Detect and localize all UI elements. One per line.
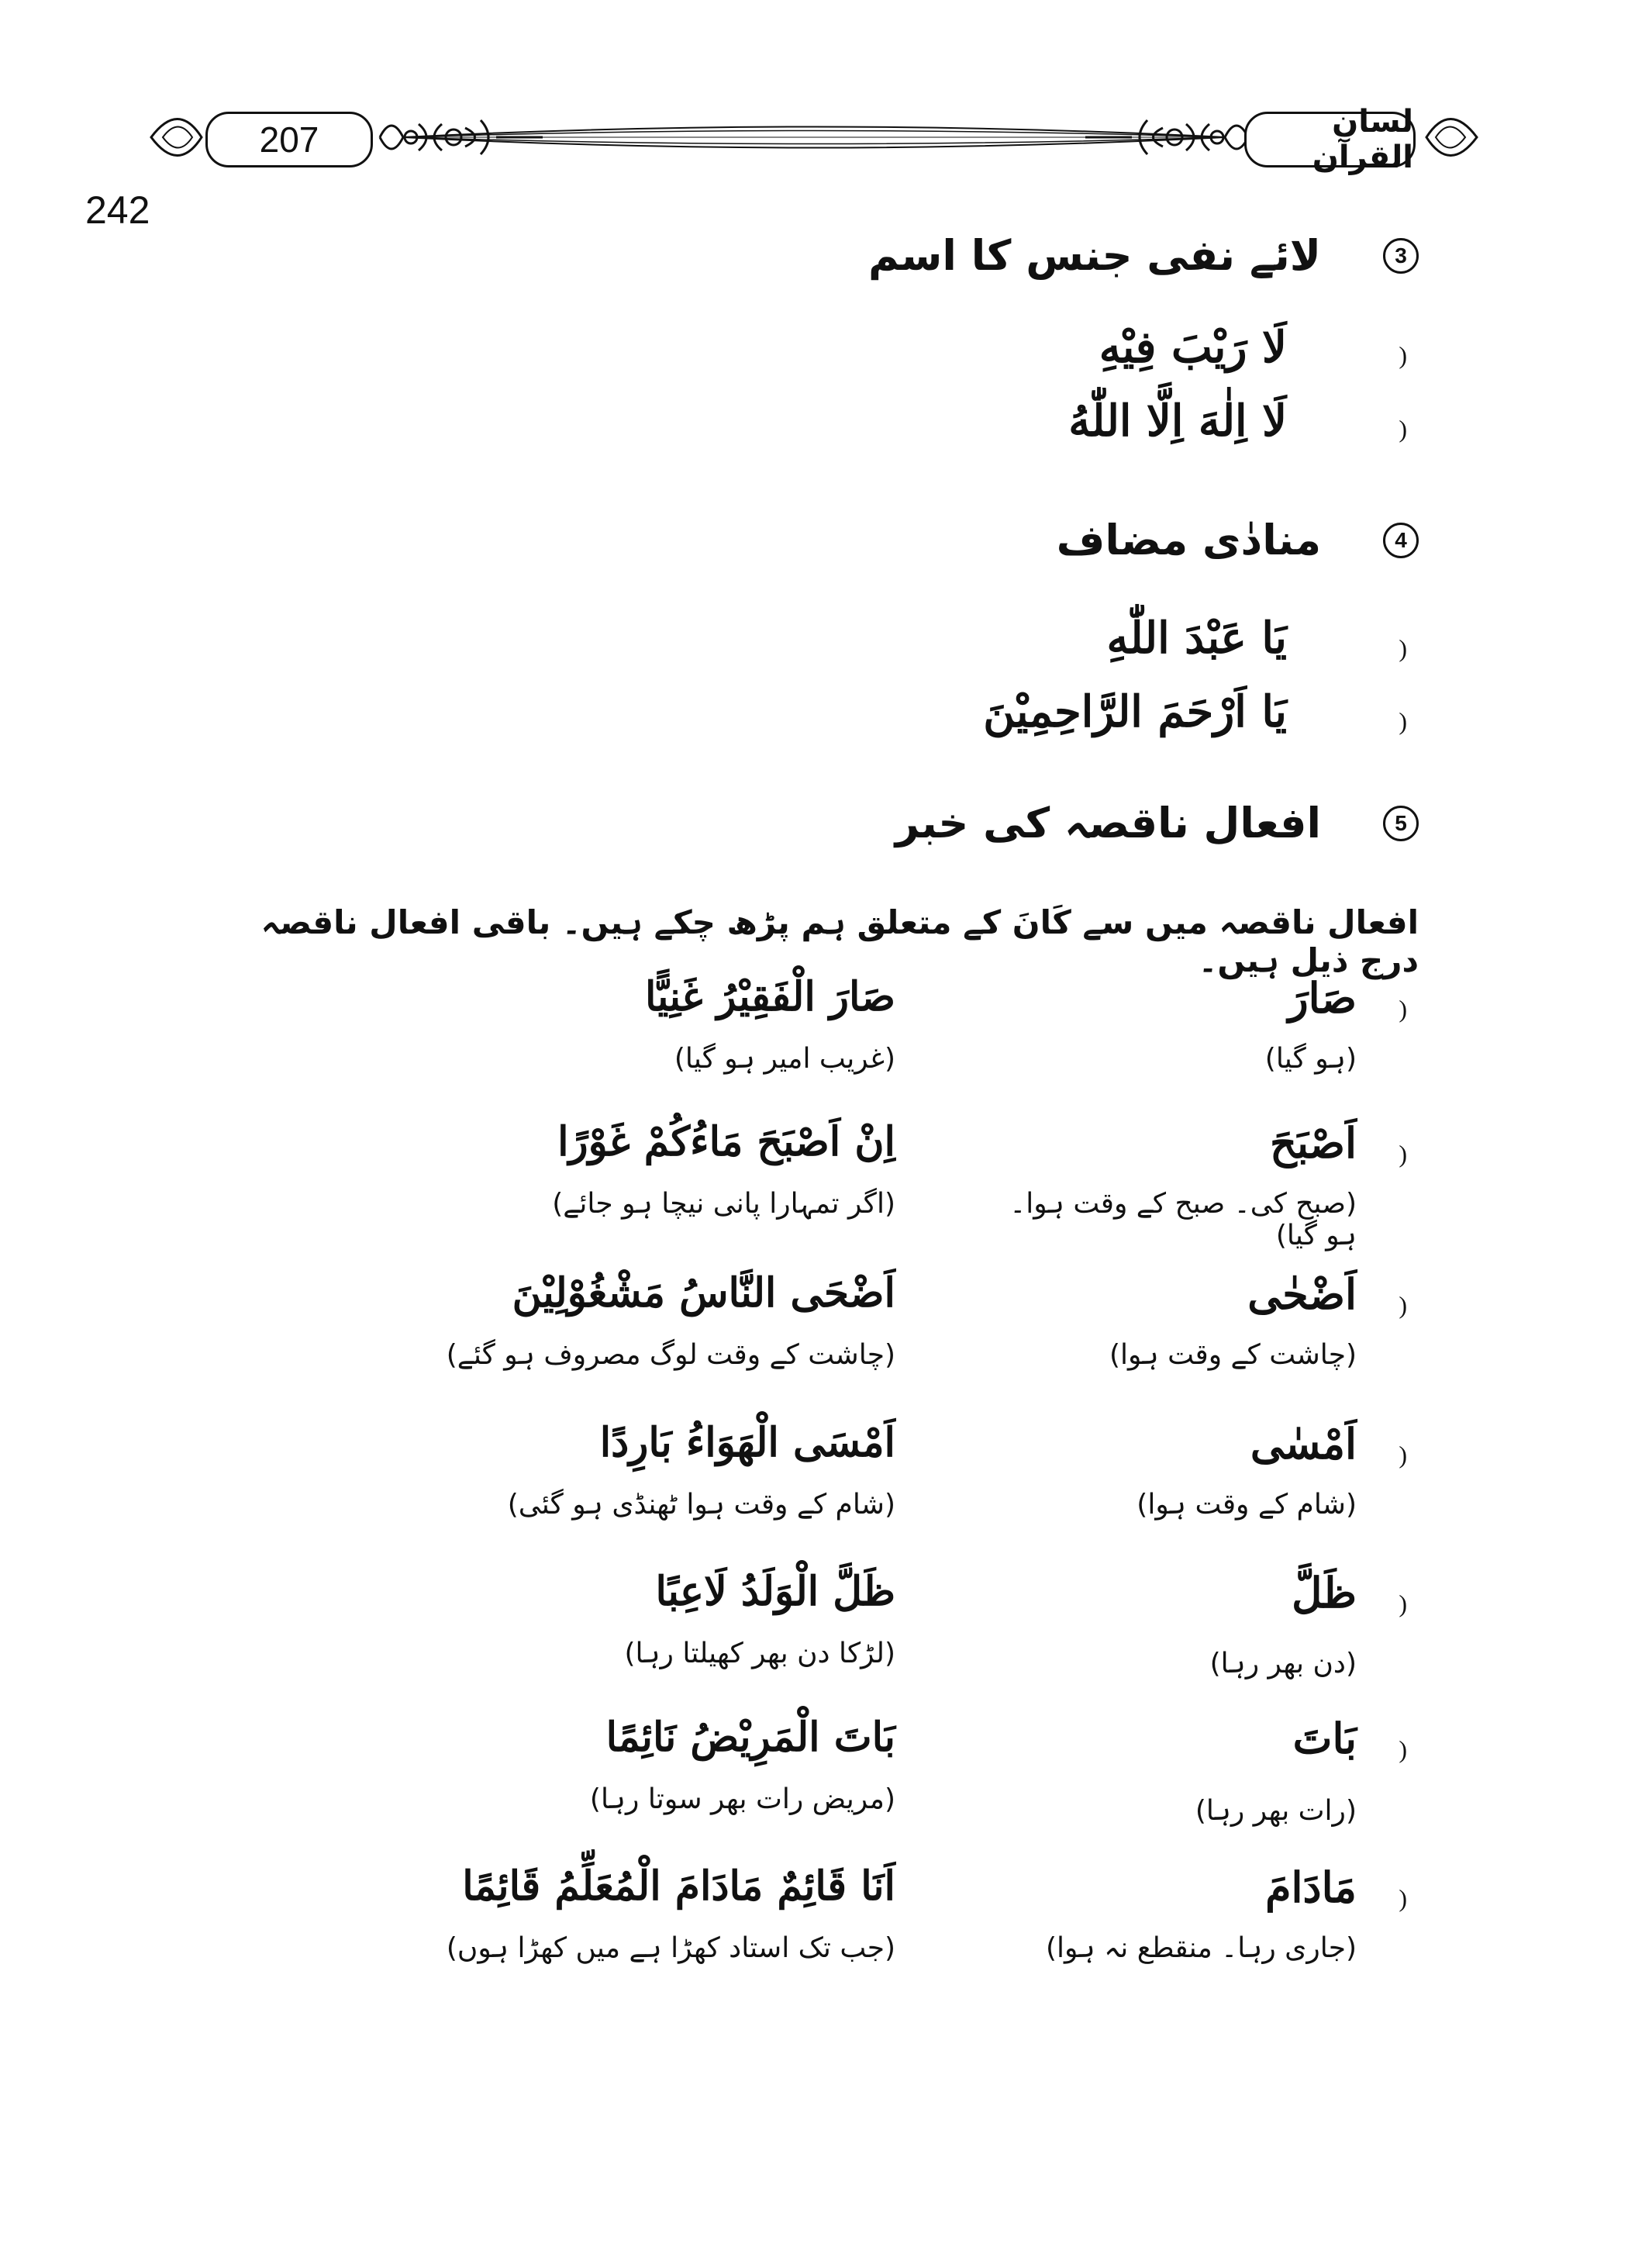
bullet-marker: ) [1399, 1441, 1407, 1469]
verb-example-meaning: (لڑکا دن بھر کھیلتا رہا) [624, 1638, 895, 1669]
verb-word: مَادَامَ [1265, 1862, 1357, 1912]
bullet-marker: ) [1399, 415, 1407, 443]
bullet-marker: ) [1399, 1291, 1407, 1319]
verb-word: اَصْبَحَ [1269, 1118, 1357, 1168]
example-line: یَا عَبْدَ اللّٰهِ [1106, 613, 1287, 664]
verb-word: ظَلَّ [1292, 1568, 1357, 1617]
example-line: لَا اِلٰهَ اِلَّا اللّٰهُ [1068, 395, 1287, 447]
verb-meaning: (جاری رہا۔ منقطع نہ ہوا) [1045, 1932, 1357, 1964]
section-4-heading [1057, 516, 1419, 564]
verb-word: اَضْحٰی [1247, 1269, 1357, 1319]
example-line: لَا رَیْبَ فِیْهِ [1099, 322, 1287, 373]
section-5-heading [895, 799, 1419, 847]
bullet-marker: ) [1399, 1735, 1407, 1763]
verb-meaning: (ہو گیا) [1264, 1043, 1357, 1075]
page-number-box: 207 [205, 112, 373, 167]
verb-example: ظَلَّ الْوَلَدُ لَاعِبًا [655, 1568, 895, 1615]
verb-example: اِنْ اَصْبَحَ مَاءُکُمْ غَوْرًا [557, 1118, 895, 1165]
bullet-marker: ) [1399, 634, 1407, 662]
section-title: منادٰی مضاف [1056, 516, 1321, 564]
section-number-badge: 5 [1383, 806, 1419, 841]
verb-example-meaning: (اگر تمہارا پانی نیچا ہو جائے) [552, 1188, 895, 1220]
verb-meaning: (صبح کی۔ صبح کے وقت ہوا۔ ہو گیا) [1009, 1188, 1357, 1251]
intro-paragraph: افعال ناقصہ میں سے کَانَ کے متعلق ہم پڑھ چکے ہیں۔ باقی افعال ناقصہ درج ذیل ہیں۔ [260, 903, 1419, 979]
verb-meaning: (شام کے وقت ہوا) [1136, 1489, 1357, 1521]
bullet-marker: ) [1399, 1590, 1407, 1617]
verb-meaning: (دن بھر رہا) [1209, 1648, 1357, 1679]
verb-meaning: (چاشت کے وقت ہوا) [1109, 1339, 1357, 1371]
section-number-badge: 3 [1383, 238, 1419, 274]
verb-meaning: (رات بھر رہا) [1195, 1795, 1357, 1827]
scan-page-number: 242 [85, 188, 150, 232]
verb-word: اَمْسٰی [1250, 1419, 1357, 1469]
verb-example-meaning: (مریض رات بھر سوتا رہا) [589, 1783, 895, 1815]
example-line: یَا اَرْحَمَ الرَّاحِمِیْنَ [983, 686, 1287, 737]
verb-word: بَاتَ [1292, 1714, 1357, 1763]
verb-example: اَنَا قَائِمٌ مَادَامَ الْمُعَلِّمُ قَائِمًا [462, 1862, 895, 1910]
verb-example: اَمْسَی الْهَوَاءُ بَارِدًا [599, 1419, 895, 1466]
verb-example-meaning: (جب تک استاد کھڑا ہے میں کھڑا ہوں) [446, 1932, 895, 1964]
section-3-heading [868, 231, 1419, 280]
book-title-box: لسان القرآن [1244, 112, 1416, 167]
bullet-marker: ) [1399, 1884, 1407, 1912]
section-title: افعال ناقصہ کی خبر [895, 799, 1321, 847]
bullet-marker: ) [1399, 341, 1407, 369]
verb-example: بَاتَ الْمَرِیْضُ نَائِمًا [605, 1714, 895, 1761]
bullet-marker: ) [1399, 995, 1407, 1023]
bullet-marker: ) [1399, 1140, 1407, 1168]
verb-example-meaning: (شام کے وقت ہوا ٹھنڈی ہو گئی) [507, 1489, 895, 1521]
verb-word: صَارَ [1288, 973, 1357, 1023]
page-header [147, 93, 1481, 178]
verb-example-meaning: (چاشت کے وقت لوگ مصروف ہو گئے) [446, 1339, 895, 1371]
section-title: لائے نفی جنس کا اسم [867, 231, 1321, 280]
verb-example-meaning: (غریب امیر ہو گیا) [674, 1043, 895, 1075]
verb-example: اَضْحَی النَّاسُ مَشْغُوْلِیْنَ [512, 1269, 895, 1317]
verb-example: صَارَ الْفَقِیْرُ غَنِیًّا [644, 973, 895, 1020]
bullet-marker: ) [1399, 707, 1407, 735]
section-number-badge: 4 [1383, 523, 1419, 558]
